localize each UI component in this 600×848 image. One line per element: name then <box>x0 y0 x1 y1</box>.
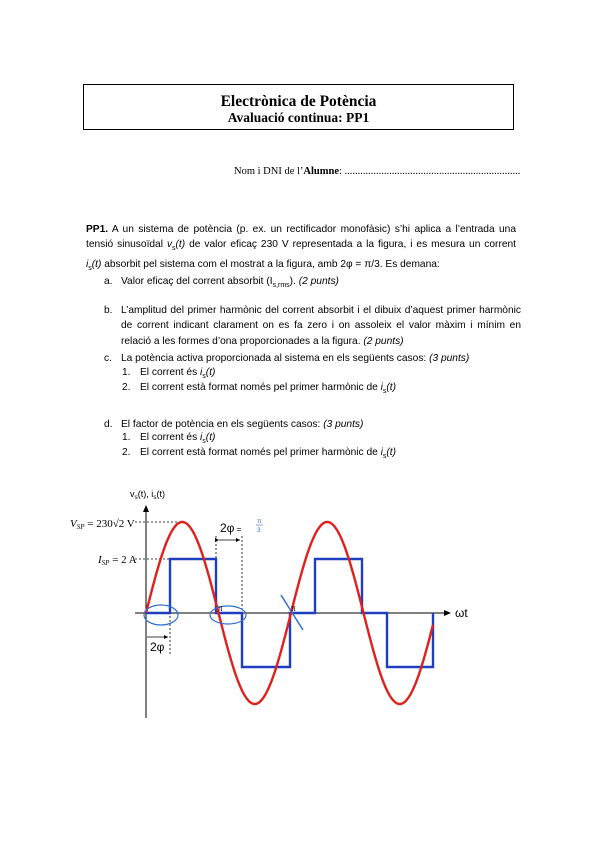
sub-text: El corrent és <box>140 367 201 378</box>
question-c-text: La potència activa proporcionada al sistema en els següents casos: <box>121 353 430 364</box>
pi-label-1: π <box>218 603 223 613</box>
document-subtitle: Avaluació continua: PP1 <box>227 110 370 125</box>
problem-id: PP1. <box>86 224 109 235</box>
sub-text: El corrent està format només pel primer harmònic de <box>140 382 381 393</box>
question-a-points: (2 punts) <box>298 276 339 287</box>
vs-t: (t) <box>175 239 186 251</box>
sub-number: 1. <box>122 432 131 443</box>
sub-var-t: (t) <box>205 432 216 443</box>
sub-text: El corrent està format només pel primer harmònic de <box>140 447 381 458</box>
is-t: (t) <box>91 258 102 270</box>
question-c-label: c. <box>104 353 112 364</box>
document-title: Electrònica de Potència <box>220 93 377 110</box>
question-d-label: d. <box>104 419 113 430</box>
sub-number: 2. <box>122 382 131 393</box>
isp-label: ISP = 2 A <box>98 554 137 567</box>
sub-var-sub: s <box>382 388 387 396</box>
is-var: i <box>86 258 89 270</box>
intro-text-2: de valor eficaç 230 V representada a la figura, i es mesura un corrent <box>185 239 516 251</box>
pi-label-2: π <box>291 603 296 613</box>
is-sub: s <box>88 264 92 272</box>
question-d-points: (3 punts) <box>323 419 364 430</box>
question-a-label: a. <box>104 276 113 287</box>
question-b-points: (2 punts) <box>363 335 404 347</box>
pi-numerator: π <box>257 518 262 525</box>
pi-denominator: 3 <box>257 527 261 534</box>
two-phi-bottom-label: 2φ <box>150 640 165 654</box>
question-c-points: (3 punts) <box>429 353 470 364</box>
question-a-text: Valor eficaç del corrent absorbit (I <box>121 276 273 287</box>
sub-var: i <box>200 367 203 378</box>
question-d-text: El factor de potència en els següents casos: <box>121 419 324 430</box>
x-axis-label: ωt <box>455 606 468 620</box>
sub-number: 1. <box>122 367 131 378</box>
two-phi-top-label: 2φ = <box>220 521 242 535</box>
question-a-sub: s,rms <box>272 282 290 290</box>
sub-var-sub: s <box>202 438 206 446</box>
sub-var-sub: s <box>202 373 206 381</box>
vs-var: v <box>166 239 173 251</box>
annotation-ellipse-1 <box>144 605 178 625</box>
vs-sub: s <box>172 245 176 253</box>
student-label-prefix: Nom i DNI de l’ <box>234 166 304 177</box>
question-a-text-2: ). <box>289 276 299 287</box>
question-b-text: L’amplitud del primer harmònic del corrent absorbit i el dibuix d’aquest primer harmònic de corrent indicant clarament on es fa zero i on assoleix el valor màxim i mínim en relació a les formes d’ona proporcionades a la figura. <box>121 305 521 347</box>
sub-var-t: (t) <box>205 367 216 378</box>
sub-var: i <box>200 432 203 443</box>
student-label-dots: : ................................................................... <box>339 166 521 177</box>
intro-text-3: absorbit pel sistema com el mostrat a la figura, amb 2φ = π/3. Es demana: <box>101 258 440 270</box>
sub-var-sub: s <box>382 453 387 461</box>
sub-var: i <box>380 382 383 393</box>
sub-var: i <box>380 447 383 458</box>
annotation-ellipse-2 <box>210 606 246 624</box>
y-axis-label: $v_s(t)$, $i_s(t)$ <box>130 489 165 501</box>
vsp-label: VSP = 230√2 V <box>70 518 135 531</box>
sub-number: 2. <box>122 447 131 458</box>
question-b-label: b. <box>104 305 113 316</box>
sub-var-t: (t) <box>386 447 397 458</box>
sub-text: El corrent és <box>140 432 201 443</box>
intro-text-1: A un sistema de potència (p. ex. un rectificador monofàsic) s’hi aplica a l’entrada una tensió sinusoïdal <box>86 224 516 251</box>
sub-var-t: (t) <box>386 382 397 393</box>
student-label-bold: Alumne <box>303 166 339 177</box>
